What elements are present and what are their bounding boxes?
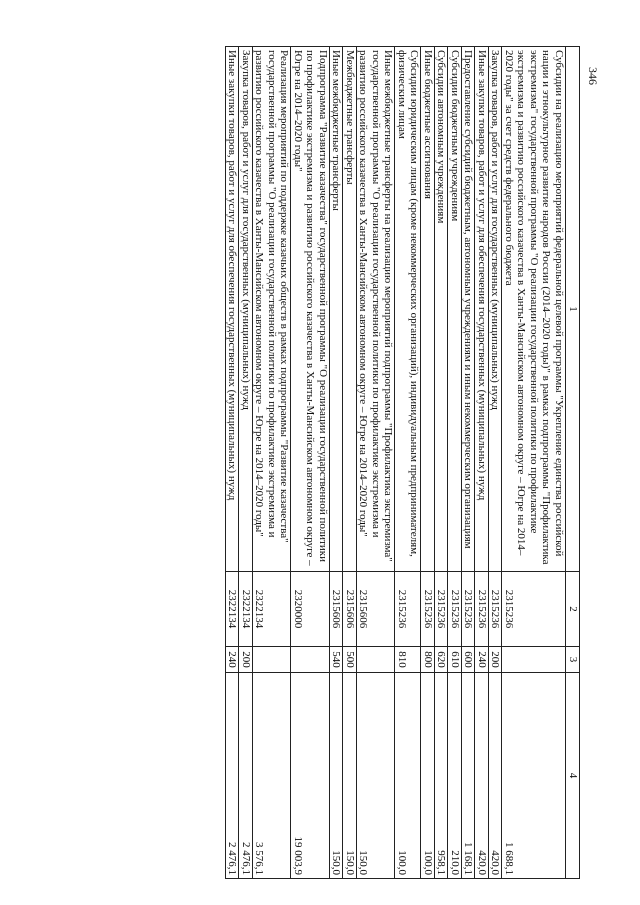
table-row [330, 47, 344, 879]
row-expense-type-cell: 500 [343, 647, 357, 673]
row-name-cell: Закупка товаров, работ и услуг для государственных (муниципальных) нужд [239, 47, 253, 572]
row-amount-cell: 100,0 [421, 673, 435, 879]
row-code-cell: 2315236 [448, 572, 462, 647]
row-amount-cell: 150,0 [330, 673, 344, 879]
column-header-4: 4 [566, 673, 580, 879]
row-amount-cell: 150,0 [357, 673, 396, 879]
table-row [448, 47, 462, 879]
column-header-3: 3 [566, 647, 580, 673]
row-name-cell: Субсидии автономным учреждениям [435, 47, 449, 572]
table-row [502, 47, 566, 879]
row-name-cell: Межбюджетные трансферты [343, 47, 357, 572]
row-expense-type-cell [253, 647, 292, 673]
row-expense-type-cell: 240 [226, 647, 240, 673]
row-amount-cell: 1 688,1 [502, 673, 566, 879]
budget-table-body [226, 47, 580, 879]
row-amount-cell: 210,0 [448, 673, 462, 879]
row-code-cell: 2315236 [502, 572, 566, 647]
row-name-cell: Реализация мероприятий по поддержке казачьих обществ в рамках подпрограммы "Развитие казачества" государственной программы "О реализации государственной политики по профилактике экстремизма и развитию российского казачества в Ханты-Мансийском автономном округе – Югре на 2014–2020 годы" [253, 47, 292, 572]
rotated-page-content [82, 46, 580, 878]
row-name-cell: Субсидии юридическим лицам (кроме некоммерческих организаций), индивидуальным предпринимателям, физическим лицам [395, 47, 421, 572]
row-amount-cell: 3 576,1 [253, 673, 292, 879]
page-number: 346 [586, 67, 600, 85]
row-name-cell: Закупка товаров, работ и услуг для государственных (муниципальных) нужд [489, 47, 503, 572]
row-amount-cell: 420,0 [489, 673, 503, 879]
table-row [253, 47, 292, 879]
row-code-cell: 2315606 [330, 572, 344, 647]
row-amount-cell: 150,0 [343, 673, 357, 879]
table-row [343, 47, 357, 879]
row-name-cell: Иные закупки товаров, работ и услуг для обеспечения государственных (муниципальных) нужд [226, 47, 240, 572]
row-expense-type-cell: 200 [239, 647, 253, 673]
row-amount-cell: 2 476,1 [239, 673, 253, 879]
table-row [239, 47, 253, 879]
row-expense-type-cell [291, 647, 330, 673]
row-name-cell: Иные межбюджетные трансферты на реализацию мероприятий подпрограммы "Профилактика экстремизма" государственной программы "О реализации государственной политики по профилактике экстремизма и развитию российского казачества в Ханты-Мансийском автономном округе – Югре на 2014–2020 годы" [357, 47, 396, 572]
row-expense-type-cell: 610 [448, 647, 462, 673]
row-expense-type-cell: 540 [330, 647, 344, 673]
column-header-2: 2 [566, 572, 580, 647]
table-row [489, 47, 503, 879]
row-expense-type-cell: 200 [489, 647, 503, 673]
row-name-cell: Предоставление субсидий бюджетным, автономным учреждениям и иным некоммерческим организациям [462, 47, 476, 572]
column-number-header-row [566, 47, 580, 879]
row-code-cell: 2315236 [435, 572, 449, 647]
row-expense-type-cell: 810 [395, 647, 421, 673]
row-amount-cell: 19 003,9 [291, 673, 330, 879]
row-name-cell: Иные бюджетные ассигнования [421, 47, 435, 572]
row-code-cell: 2315236 [462, 572, 476, 647]
row-amount-cell: 2 476,1 [226, 673, 240, 879]
row-amount-cell: 100,0 [395, 673, 421, 879]
row-expense-type-cell: 620 [435, 647, 449, 673]
table-row [226, 47, 240, 879]
row-code-cell: 2315606 [343, 572, 357, 647]
row-code-cell: 2315236 [475, 572, 489, 647]
row-code-cell: 2322134 [226, 572, 240, 647]
table-row [462, 47, 476, 879]
table-row [435, 47, 449, 879]
row-code-cell: 2315236 [489, 572, 503, 647]
row-expense-type-cell [357, 647, 396, 673]
table-row [395, 47, 421, 879]
row-amount-cell: 958,1 [435, 673, 449, 879]
row-expense-type-cell: 800 [421, 647, 435, 673]
row-code-cell: 2315236 [421, 572, 435, 647]
table-row [291, 47, 330, 879]
row-name-cell: Иные закупки товаров, работ и услуг для обеспечения государственных (муниципальных) нужд [475, 47, 489, 572]
table-row [421, 47, 435, 879]
row-name-cell: Субсидии на реализацию мероприятий федеральной целевой программы "Укрепление единства российской нации и этнокультурное развитие народов России (2014–2020 годы)" в рамках подпрограммы "Профилактика экстремизма" государственной программы "О реализации государственной политики по профилактике экстремизма и развитию российского казачества в Ханты-Мансийском автономном округе – Югре на 2014–2020 годы" за счет средств федерального бюджета [502, 47, 566, 572]
row-expense-type-cell [502, 647, 566, 673]
column-header-1: 1 [566, 47, 580, 572]
row-expense-type-cell: 240 [475, 647, 489, 673]
row-expense-type-cell: 600 [462, 647, 476, 673]
table-row [357, 47, 396, 879]
row-code-cell: 2322134 [239, 572, 253, 647]
row-code-cell: 2320000 [291, 572, 330, 647]
budget-table [225, 46, 580, 879]
row-code-cell: 2315606 [357, 572, 396, 647]
row-amount-cell: 1 168,1 [462, 673, 476, 879]
row-name-cell: Иные межбюджетные трансферты [330, 47, 344, 572]
row-code-cell: 2322134 [253, 572, 292, 647]
row-name-cell: Субсидии бюджетным учреждениям [448, 47, 462, 572]
row-name-cell: Подпрограмма "Развитие казачества" государственной программы "О реализации государственной политики по профилактике экстремизма и развитию российского казачества в Ханты-Мансийском автономном округе – Югре на 2014–2020 годы" [291, 47, 330, 572]
row-code-cell: 2315236 [395, 572, 421, 647]
table-row [475, 47, 489, 879]
row-amount-cell: 420,0 [475, 673, 489, 879]
